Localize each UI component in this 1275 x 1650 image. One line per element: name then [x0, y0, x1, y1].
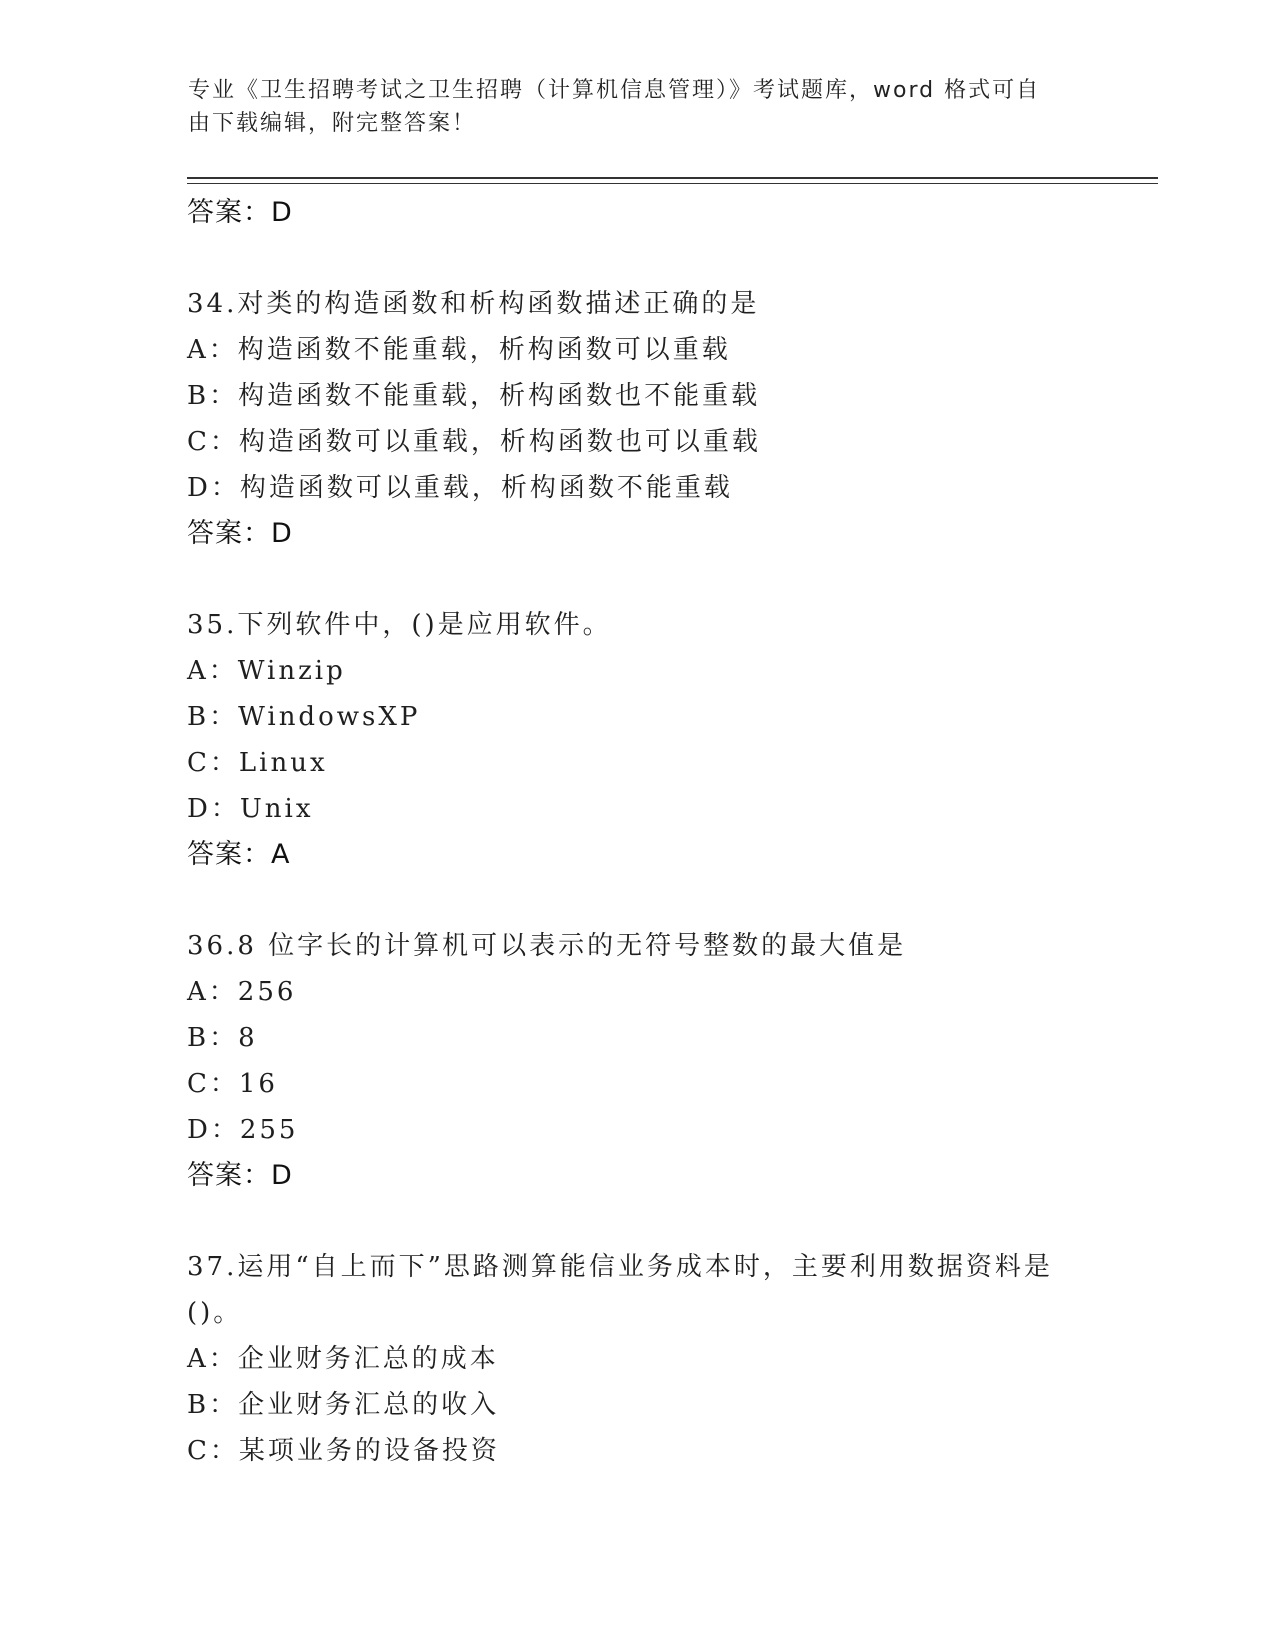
question-36	[187, 923, 1147, 1199]
header-line-1: 专业《卫生招聘考试之卫生招聘（计算机信息管理）》考试题库，word 格式可自	[188, 78, 1041, 103]
answer-line: 答案：D	[187, 1160, 293, 1191]
option-a: A：256	[187, 977, 297, 1007]
option-c: C：构造函数可以重载，析构函数也可以重载	[187, 427, 761, 457]
answer-line: 答案：D	[187, 518, 293, 549]
option-a: A：构造函数不能重载，析构函数可以重载	[187, 335, 731, 365]
question-stem-line-2: ()。	[187, 1298, 243, 1328]
document-header	[188, 74, 1068, 140]
question-stem-line-1: 37.运用“自上而下”思路测算能信业务成本时，主要利用数据资料是	[187, 1252, 1053, 1282]
option-b: B：WindowsXP	[187, 702, 421, 732]
option-c: C：某项业务的设备投资	[187, 1436, 500, 1466]
header-divider-thick	[187, 177, 1158, 179]
option-b: B：企业财务汇总的收入	[187, 1390, 500, 1420]
option-c: C：16	[187, 1069, 278, 1099]
option-d: D：构造函数可以重载，析构函数不能重载	[187, 473, 733, 503]
header-line-2: 由下载编辑，附完整答案！	[188, 111, 477, 136]
option-a: A：Winzip	[187, 656, 346, 686]
question-stem: 36.8 位字长的计算机可以表示的无符号整数的最大值是	[187, 931, 907, 961]
question-34	[187, 281, 1147, 557]
option-b: B：构造函数不能重载，析构函数也不能重载	[187, 381, 761, 411]
question-list	[187, 190, 1147, 1474]
question-37	[187, 1244, 1147, 1474]
question-stem: 35.下列软件中，()是应用软件。	[187, 610, 612, 640]
answer-line: 答案：A	[187, 839, 291, 870]
header-divider-thin	[187, 183, 1158, 184]
option-c: C：Linux	[187, 748, 328, 778]
option-d: D：255	[187, 1115, 299, 1145]
question-stem: 34.对类的构造函数和析构函数描述正确的是	[187, 289, 760, 319]
option-b: B：8	[187, 1023, 258, 1053]
question-35	[187, 602, 1147, 878]
answer-line: 答案：D	[187, 197, 293, 228]
option-d: D：Unix	[187, 794, 314, 824]
option-a: A：企业财务汇总的成本	[187, 1344, 499, 1374]
